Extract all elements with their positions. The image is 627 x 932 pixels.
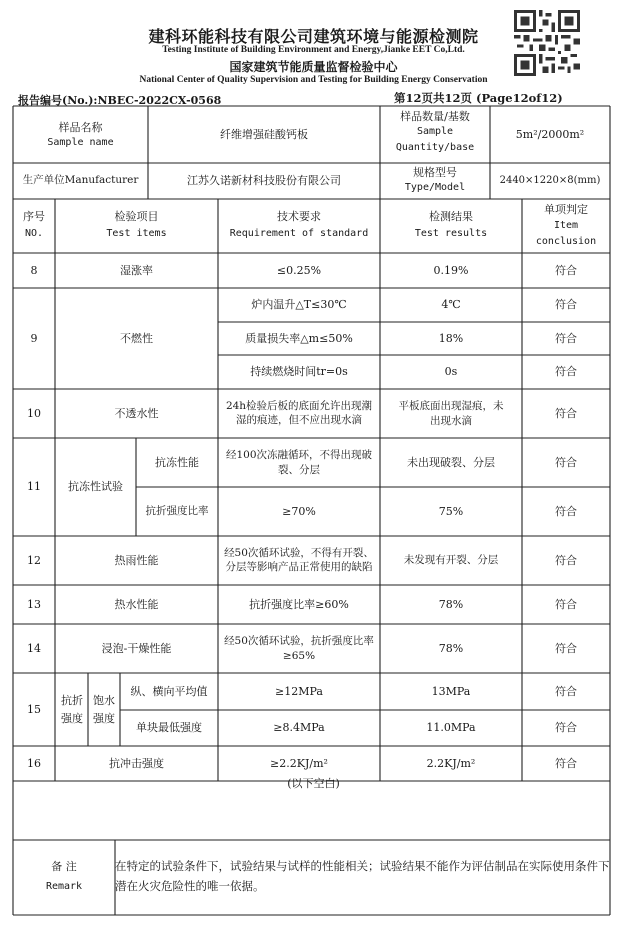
row14-result: 78%	[438, 641, 464, 655]
row14-item: 浸泡-干燥性能	[101, 641, 172, 655]
row11-requirement-1: 经100次冻融循环，不得出现破裂、分层	[225, 449, 373, 476]
row13-no: 13	[27, 597, 41, 611]
center-name-cn: 国家建筑节能质量监督检验中心	[229, 60, 398, 74]
row12-no: 12	[27, 553, 41, 567]
row15-item-saturated-strength: 饱水强度	[93, 693, 115, 725]
row13-conclusion: 符合	[555, 597, 577, 611]
row11-result-1: 未出现破裂、分层	[407, 455, 495, 469]
row11-requirement-2: ≥70%	[282, 504, 316, 518]
col-result-en: Test results	[414, 227, 488, 239]
row16-no: 16	[27, 756, 41, 770]
row13-result: 78%	[438, 597, 464, 611]
row15-requirement-2: ≥8.4MPa	[273, 721, 325, 735]
remark-label-en: Remark	[45, 880, 83, 892]
col-no-cn: 序号	[23, 210, 45, 224]
row9-requirement-2: 质量损失率△m≤50%	[245, 331, 353, 345]
row10-conclusion: 符合	[555, 406, 577, 420]
model-label-en: Type/Model	[404, 182, 466, 194]
col-conclusion-en-2: conclusion	[535, 235, 597, 247]
row16-conclusion: 符合	[555, 756, 577, 770]
row11-subitem-2: 抗折强度比率	[145, 504, 209, 517]
row10-item: 不透水性	[114, 406, 159, 420]
blank-below-note: (以下空白)	[287, 777, 340, 790]
report-number: 报告编号(No.):NBEC-2022CX-0568	[18, 94, 222, 107]
manufacturer-value: 江苏久诺新材科技股份有限公司	[187, 174, 341, 188]
row8-no: 8	[30, 263, 38, 277]
row12-result: 未发现有开裂、分层	[403, 553, 499, 566]
row11-conclusion-1: 符合	[555, 455, 577, 469]
col-requirement-en: Requirement of standard	[229, 227, 369, 239]
row9-no: 9	[30, 331, 38, 345]
row13-requirement: 抗折强度比率≥60%	[249, 597, 349, 611]
sample-name-value: 纤维增强硅酸钙板	[220, 127, 308, 141]
row9-requirement-3: 持续燃烧时间tr=0s	[250, 365, 348, 379]
model-label-cn: 规格型号	[413, 166, 457, 180]
center-name-en: National Center of Quality Supervision and Testing for Building Energy Conservation	[139, 75, 488, 85]
manufacturer-label: 生产单位Manufacturer	[22, 174, 139, 187]
row11-conclusion-2: 符合	[555, 504, 577, 518]
row10-no: 10	[27, 406, 41, 420]
row14-requirement: 经50次循环试验，抗折强度比率 ≥65%	[224, 634, 374, 662]
row11-result-2: 75%	[438, 504, 464, 518]
row16-item: 抗冲击强度	[109, 756, 164, 770]
row10-requirement: 24h检验后板的底面允许出现潮湿的痕迹，但不应出现水滴	[225, 399, 373, 426]
row15-result-1: 13MPa	[431, 684, 471, 698]
sample-name-label-cn: 样品名称	[58, 121, 103, 135]
row9-result-1: 4℃	[441, 298, 461, 312]
row11-item: 抗冻性试验	[68, 480, 123, 494]
row13-item: 热水性能	[114, 597, 159, 611]
row14-no: 14	[27, 641, 41, 655]
row8-result: 0.19%	[433, 263, 469, 277]
row9-item: 不燃性	[120, 331, 153, 345]
row8-requirement: ≤0.25%	[276, 263, 322, 277]
institute-name-en: Testing Institute of Building Environment and Energy,Jianke EET Co,Ltd.	[162, 45, 465, 55]
col-items-en: Test items	[106, 227, 167, 239]
quantity-label-en-2: Quantity/base	[395, 141, 475, 153]
row14-conclusion: 符合	[555, 641, 577, 655]
row9-result-2: 18%	[438, 331, 464, 345]
row12-requirement: 经50次循环试验，不得有开裂、分层等影响产品正常使用的缺陷	[224, 546, 374, 573]
quantity-label-cn: 样品数量/基数	[400, 110, 470, 124]
row8-conclusion: 符合	[555, 263, 577, 277]
row9-conclusion-3: 符合	[555, 365, 577, 379]
remark-label-cn: 备 注	[51, 860, 77, 874]
quantity-value: 5m²/2000m²	[515, 127, 585, 141]
institute-name-cn: 建科环能科技有限公司建筑环境与能源检测院	[148, 27, 479, 46]
quantity-label-en-1: Sample	[416, 125, 454, 137]
row15-subitem-1: 纵、横向平均值	[130, 684, 208, 698]
col-conclusion-en-1: Item	[553, 219, 579, 231]
row11-subitem-1: 抗冻性能	[155, 455, 199, 469]
col-result-cn: 检测结果	[429, 210, 473, 224]
row12-conclusion: 符合	[555, 553, 577, 567]
col-requirement-cn: 技术要求	[277, 210, 321, 224]
row9-conclusion-2: 符合	[555, 331, 577, 345]
col-conclusion-cn: 单项判定	[544, 203, 588, 217]
row15-result-2: 11.0MPa	[426, 721, 476, 735]
row16-requirement: ≥2.2KJ/m²	[270, 756, 328, 770]
remark-text: 在特定的试验条件下，试验结果与试样的性能相关；试验结果不能作为评估制品在实际使用条件下潜在火灾危险性的唯一依据。	[115, 859, 610, 894]
page-number: 第12页共12页 (Page12of12)	[394, 91, 563, 105]
row12-item: 热雨性能	[114, 553, 159, 567]
row8-item: 湿涨率	[120, 263, 153, 277]
sample-name-label-en: Sample name	[47, 136, 114, 148]
row15-conclusion-2: 符合	[555, 721, 577, 735]
row15-no: 15	[27, 702, 41, 716]
row16-result: 2.2KJ/m²	[426, 756, 476, 770]
model-value: 2440×1220×8(mm)	[499, 174, 601, 186]
row10-result: 平板底面出现湿痕，未出现水滴	[398, 400, 504, 427]
row9-requirement-1: 炉内温升△T≤30℃	[251, 298, 347, 312]
row15-item-flexural-strength: 抗折强度	[61, 693, 83, 725]
row9-result-3: 0s	[444, 365, 458, 379]
row15-requirement-1: ≥12MPa	[275, 684, 323, 698]
row15-subitem-2: 单块最低强度	[136, 721, 202, 735]
col-no-en: NO.	[24, 227, 44, 239]
row11-no: 11	[27, 480, 41, 494]
col-items-cn: 检验项目	[114, 210, 159, 224]
row15-conclusion-1: 符合	[555, 684, 577, 698]
row9-conclusion-1: 符合	[555, 298, 577, 312]
